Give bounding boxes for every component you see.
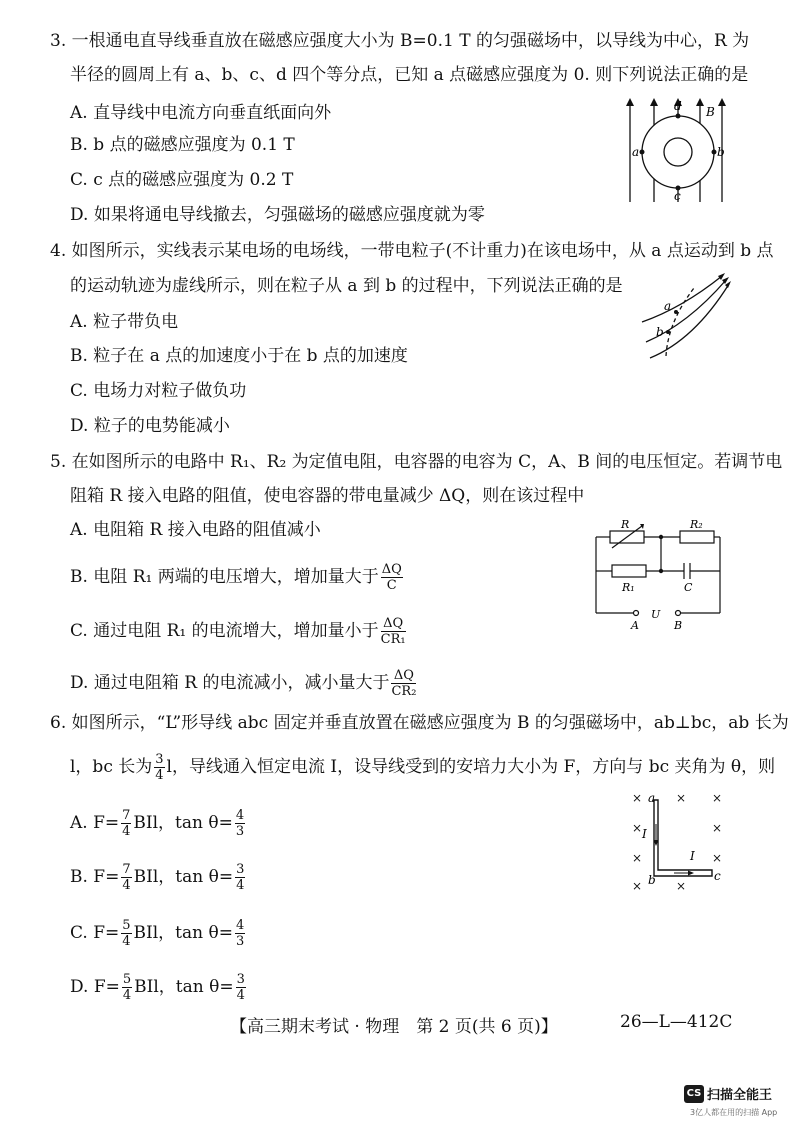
q5-fig-label-R2: R₂ [690, 518, 703, 531]
q5-option-b-fraction [381, 562, 403, 593]
scanner-tagline: 3亿人都在用的扫描 App [690, 1108, 778, 1117]
scanner-watermark [684, 1083, 772, 1103]
q6-option-a-n1: 7 [122, 808, 131, 823]
q6-option-b-frac2 [235, 862, 245, 893]
q6-option-c-n1: 5 [122, 918, 131, 933]
q3-fig-label-c: c [674, 189, 681, 203]
q3-fig-label-b: b [717, 145, 725, 159]
q5-option-d-num: ΔQ [391, 668, 416, 684]
q4-option-c: C. 电场力对粒子做负功 [70, 381, 247, 401]
q6-option-c-frac1 [121, 918, 131, 949]
q6-option-a-d1: 4 [122, 824, 131, 839]
q6-option-b-n2: 3 [236, 862, 245, 877]
q6-fig-cross-9: × [676, 879, 687, 892]
q6-fig-cross-3: × [712, 791, 723, 805]
q6-line2-num: 3 [155, 752, 164, 767]
q5-line1: 5. 在如图所示的电路中 R₁、R₂ 为定值电阻，电容器的电容为 C，A、B 间的电压恒定。若调节电 [50, 452, 783, 472]
page-footer-code: 26—L—412C [620, 1012, 733, 1032]
q6-fig-cross-4: × [632, 821, 643, 835]
q3-option-a: A. 直导线中电流方向垂直纸面向外 [70, 103, 332, 123]
q6-option-d-pre: D. F= [70, 977, 120, 997]
q3-magnetic-field-figure [620, 98, 735, 206]
q5-option-b-text: B. 电阻 R₁ 两端的电压增大，增加量大于 [70, 567, 379, 587]
q5-fig-label-U: U [651, 608, 661, 621]
scanner-logo-icon: CS [684, 1085, 704, 1103]
q4-option-b: B. 粒子在 a 点的加速度小于在 b 点的加速度 [70, 346, 408, 366]
q3-line1: 3. 一根通电直导线垂直放在磁感应强度大小为 B=0.1 T 的匀强磁场中，以导线为中心，R 为 [50, 31, 750, 51]
q3-fig-label-d: d [674, 99, 682, 113]
q6-l-wire-figure [628, 788, 728, 892]
q4-line2: 的运动轨迹为虚线所示，则在粒子从 a 到 b 的过程中，下列说法正确的是 [70, 276, 623, 296]
q6-option-a-frac1 [121, 808, 131, 839]
q6-option-b-frac1 [121, 862, 131, 893]
q3-line2: 半径的圆周上有 a、b、c、d 四个等分点，已知 a 点磁感应强度为 0. 则下列说法正确的是 [70, 65, 749, 85]
q5-option-c-den: CR₁ [380, 632, 406, 647]
q5-option-c [70, 616, 408, 647]
q6-option-c-d2: 3 [235, 934, 245, 949]
q6-fig-label-b: b [648, 873, 656, 887]
q6-option-a-d2: 3 [235, 824, 245, 839]
q4-option-d: D. 粒子的电势能减小 [70, 416, 230, 436]
q6-fig-label-I-vertical: I [642, 827, 647, 841]
scanner-app-name: 扫描全能王 [707, 1088, 773, 1103]
q5-circuit-figure [588, 515, 728, 633]
q6-option-d-n1: 5 [122, 972, 132, 987]
q6-fig-cross-5: × [712, 821, 723, 835]
q6-option-d [70, 972, 248, 1003]
q6-option-d-d2: 4 [236, 988, 245, 1003]
q5-option-c-text: C. 通过电阻 R₁ 的电流增大，增加量小于 [70, 621, 379, 641]
q5-option-b-num: ΔQ [381, 562, 402, 577]
q6-line2-post: l，导线通入恒定电流 I，设导线受到的安培力大小为 F，方向与 bc 夹角为 θ，则 [166, 757, 776, 777]
q6-option-c-n2: 4 [235, 918, 245, 933]
q5-line2: 阻箱 R 接入电路的阻值，使电容器的带电量减少 ΔQ，则在该过程中 [70, 486, 585, 506]
q6-option-b-n1: 7 [122, 862, 131, 877]
q6-fig-cross-6: × [632, 851, 643, 865]
q3-fig-label-B: B [706, 105, 715, 119]
q6-option-c-frac2 [235, 918, 245, 949]
q5-option-b [70, 562, 405, 593]
q5-fig-label-A: A [631, 619, 639, 632]
q5-option-a: A. 电阻箱 R 接入电路的阻值减小 [70, 520, 321, 540]
q5-fig-label-B: B [674, 619, 683, 632]
q6-option-a-n2: 4 [235, 808, 245, 823]
q5-option-b-den: C [386, 578, 397, 593]
q6-line2-den: 4 [155, 768, 164, 783]
q6-option-d-d1: 4 [122, 988, 132, 1003]
q5-option-d-fraction [391, 668, 416, 699]
q6-option-a-mid: BIl，tan θ= [133, 813, 233, 833]
q6-fig-cross-1: × [632, 791, 643, 805]
q6-option-a-frac2 [235, 808, 245, 839]
q6-option-b-d2: 4 [236, 878, 245, 893]
q6-fig-label-c: c [714, 869, 721, 883]
q3-option-d: D. 如果将通电导线撤去，匀强磁场的磁感应强度就为零 [70, 205, 485, 225]
q4-line1: 4. 如图所示，实线表示某电场的电场线，一带电粒子(不计重力)在该电场中，从 a 点运动到 b 点 [50, 241, 774, 261]
q5-option-d [70, 668, 418, 699]
q4-fig-label-b: b [656, 325, 664, 339]
q5-option-d-den: CR₂ [391, 684, 417, 699]
q6-line1: 6. 如图所示，“L”形导线 abc 固定并垂直放置在磁感应强度为 B 的匀强磁场中，ab⊥bc，ab 长为 [50, 713, 789, 733]
q3-option-c: C. c 点的磁感应强度为 0.2 T [70, 170, 294, 190]
q5-option-d-text: D. 通过电阻箱 R 的电流减小，减小量大于 [70, 673, 390, 693]
q6-line2 [70, 752, 775, 783]
q6-option-b [70, 862, 247, 893]
q3-option-b: B. b 点的磁感应强度为 0.1 T [70, 135, 295, 155]
q5-option-c-fraction [381, 616, 406, 647]
q6-line2-pre: l，bc 长为 [70, 757, 153, 777]
q6-option-c-d1: 4 [122, 934, 131, 949]
q5-fig-label-R: R [621, 518, 630, 531]
q5-fig-label-C: C [684, 581, 693, 594]
q6-fig-cross-8: × [632, 879, 643, 892]
q6-option-d-frac2 [236, 972, 246, 1003]
page-footer-title: 【高三期末考试 · 物理 第 2 页(共 6 页)】 [230, 1017, 558, 1037]
q6-option-b-pre: B. F= [70, 867, 120, 887]
q5-fig-label-R1: R₁ [622, 581, 635, 594]
q6-option-c-mid: BIl，tan θ= [133, 923, 233, 943]
q6-option-d-mid: BIl，tan θ= [134, 977, 234, 997]
q6-option-d-n2: 3 [236, 972, 245, 987]
q4-option-a: A. 粒子带负电 [70, 312, 179, 332]
q6-option-b-mid: BIl，tan θ= [133, 867, 234, 887]
q5-option-c-num: ΔQ [381, 616, 406, 632]
q6-option-a [70, 808, 247, 839]
q4-fig-label-a: a [664, 299, 672, 313]
q6-fig-label-I-horizontal: I [690, 849, 695, 863]
q6-fig-label-a: a [648, 791, 656, 805]
q6-fig-cross-2: × [676, 791, 687, 805]
q6-option-d-frac1 [122, 972, 132, 1003]
q6-option-b-d1: 4 [122, 878, 131, 893]
q6-fig-cross-7: × [712, 851, 723, 865]
q6-option-c [70, 918, 247, 949]
q3-fig-label-a: a [632, 145, 640, 159]
q4-electric-field-figure [632, 270, 732, 362]
q6-option-a-pre: A. F= [70, 813, 120, 833]
q6-option-c-pre: C. F= [70, 923, 120, 943]
q6-line2-fraction [154, 752, 164, 783]
